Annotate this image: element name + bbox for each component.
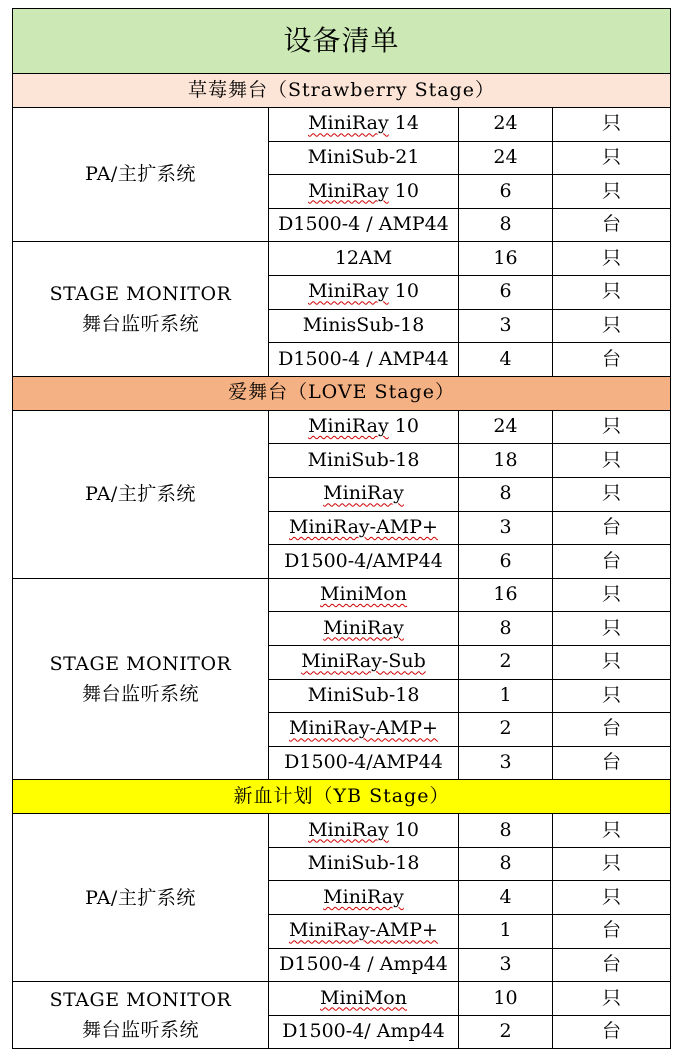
unit-cell: 台 (553, 746, 671, 780)
system-name-line: STAGE MONITOR (49, 282, 232, 305)
item-name-flagged: MiniRay-Sub (301, 650, 426, 673)
quantity-cell: 3 (459, 948, 553, 982)
quantity-cell: 18 (459, 444, 553, 478)
item-cell (269, 578, 459, 612)
item-cell: D1500-4 / AMP44 (269, 343, 459, 377)
system-name-cell (13, 410, 269, 578)
quantity-cell: 8 (459, 208, 553, 242)
unit-cell: 只 (553, 141, 671, 175)
item-cell (269, 881, 459, 915)
unit-cell: 只 (553, 645, 671, 679)
unit-cell: 只 (553, 612, 671, 646)
quantity-cell: 10 (459, 982, 553, 1016)
quantity-cell: 8 (459, 477, 553, 511)
quantity-cell: 8 (459, 814, 553, 848)
quantity-cell: 8 (459, 612, 553, 646)
unit-cell: 只 (553, 881, 671, 915)
unit-cell: 只 (553, 982, 671, 1016)
item-cell (269, 915, 459, 949)
table-row (13, 108, 671, 142)
title-row (13, 9, 671, 74)
unit-cell: 台 (553, 511, 671, 545)
unit-cell: 只 (553, 444, 671, 478)
quantity-cell: 2 (459, 1015, 553, 1049)
quantity-cell: 2 (459, 713, 553, 747)
unit-cell: 只 (553, 275, 671, 309)
item-name-flagged: MiniRay (308, 179, 389, 202)
item-cell: MiniSub-18 (269, 847, 459, 881)
unit-cell: 只 (553, 814, 671, 848)
unit-cell: 只 (553, 242, 671, 276)
table-row (13, 242, 671, 276)
unit-cell: 只 (553, 679, 671, 713)
section-header: 新血计划（YB Stage） (13, 780, 671, 814)
item-name-flagged: MiniRay (308, 280, 389, 303)
quantity-cell: 3 (459, 309, 553, 343)
system-name-line: STAGE MONITOR (49, 988, 232, 1011)
section-header: 草莓舞台（Strawberry Stage） (13, 74, 671, 108)
quantity-cell: 6 (459, 545, 553, 579)
item-cell: D1500-4/AMP44 (269, 746, 459, 780)
quantity-cell: 4 (459, 343, 553, 377)
unit-cell: 只 (553, 309, 671, 343)
item-cell: MiniRay 10 (269, 175, 459, 209)
unit-cell: 只 (553, 410, 671, 444)
item-name-flagged: MiniRay-AMP+ (289, 515, 438, 538)
unit-cell: 台 (553, 915, 671, 949)
system-name-cell (13, 578, 269, 780)
unit-cell: 台 (553, 208, 671, 242)
unit-cell: 只 (553, 108, 671, 142)
item-cell: D1500-4 / AMP44 (269, 208, 459, 242)
quantity-cell: 1 (459, 915, 553, 949)
unit-cell: 只 (553, 175, 671, 209)
item-cell: MiniRay 14 (269, 108, 459, 142)
item-cell (269, 713, 459, 747)
item-name-flagged: MiniRay (308, 112, 389, 135)
section-row (13, 376, 671, 410)
system-name-line: 舞台监听系统 (81, 1019, 199, 1042)
system-name-cell (13, 982, 269, 1049)
table-row (13, 410, 671, 444)
item-cell (269, 645, 459, 679)
item-name-flagged: MiniRay (323, 885, 404, 908)
item-name-flagged: MiniMon (320, 986, 407, 1009)
quantity-cell: 3 (459, 511, 553, 545)
system-name-cell (13, 814, 269, 982)
quantity-cell: 24 (459, 410, 553, 444)
system-name-line: PA/主扩系统 (85, 163, 196, 186)
item-cell: D1500-4/ Amp44 (269, 1015, 459, 1049)
item-cell: MiniSub-21 (269, 141, 459, 175)
quantity-cell: 24 (459, 141, 553, 175)
table-row (13, 814, 671, 848)
item-cell: MiniRay 10 (269, 410, 459, 444)
item-cell (269, 477, 459, 511)
system-name-line: STAGE MONITOR (49, 652, 232, 675)
quantity-cell: 3 (459, 746, 553, 780)
table-row (13, 578, 671, 612)
item-name-flagged: MiniRay-AMP+ (289, 717, 438, 740)
item-cell: MiniSub-18 (269, 679, 459, 713)
unit-cell: 只 (553, 477, 671, 511)
system-name-line: PA/主扩系统 (85, 483, 196, 506)
section-header: 爱舞台（LOVE Stage） (13, 376, 671, 410)
quantity-cell: 24 (459, 108, 553, 142)
item-cell: D1500-4 / Amp44 (269, 948, 459, 982)
system-name-line: PA/主扩系统 (85, 886, 196, 909)
section-row (13, 74, 671, 108)
unit-cell: 台 (553, 1015, 671, 1049)
item-cell: D1500-4/AMP44 (269, 545, 459, 579)
item-cell: MiniRay 10 (269, 814, 459, 848)
quantity-cell: 16 (459, 578, 553, 612)
quantity-cell: 16 (459, 242, 553, 276)
equipment-list-table (12, 8, 671, 1049)
quantity-cell: 8 (459, 847, 553, 881)
item-name-flagged: MiniRay (323, 616, 404, 639)
item-name-flagged: MiniRay (308, 415, 389, 438)
unit-cell: 台 (553, 545, 671, 579)
system-name-line: 舞台监听系统 (81, 313, 199, 336)
unit-cell: 台 (553, 343, 671, 377)
item-name-flagged: MiniMon (320, 583, 407, 606)
item-name-flagged: MiniRay (308, 818, 389, 841)
item-cell (269, 511, 459, 545)
quantity-cell: 2 (459, 645, 553, 679)
table-body (13, 9, 671, 1049)
unit-cell: 台 (553, 713, 671, 747)
quantity-cell: 6 (459, 275, 553, 309)
page-title: 设备清单 (13, 9, 671, 74)
item-cell: MiniSub-18 (269, 444, 459, 478)
item-cell: MiniRay 10 (269, 275, 459, 309)
section-row (13, 780, 671, 814)
system-name-cell (13, 242, 269, 376)
quantity-cell: 6 (459, 175, 553, 209)
item-name-flagged: MiniRay-AMP+ (289, 919, 438, 942)
item-name-flagged: MiniRay (323, 482, 404, 505)
item-cell: MinisSub-18 (269, 309, 459, 343)
quantity-cell: 4 (459, 881, 553, 915)
unit-cell: 只 (553, 847, 671, 881)
table-row (13, 982, 671, 1016)
system-name-line: 舞台监听系统 (81, 683, 199, 705)
item-cell: 12AM (269, 242, 459, 276)
item-cell (269, 982, 459, 1016)
item-cell (269, 612, 459, 646)
unit-cell: 台 (553, 948, 671, 982)
unit-cell: 只 (553, 578, 671, 612)
system-name-cell (13, 108, 269, 242)
quantity-cell: 1 (459, 679, 553, 713)
